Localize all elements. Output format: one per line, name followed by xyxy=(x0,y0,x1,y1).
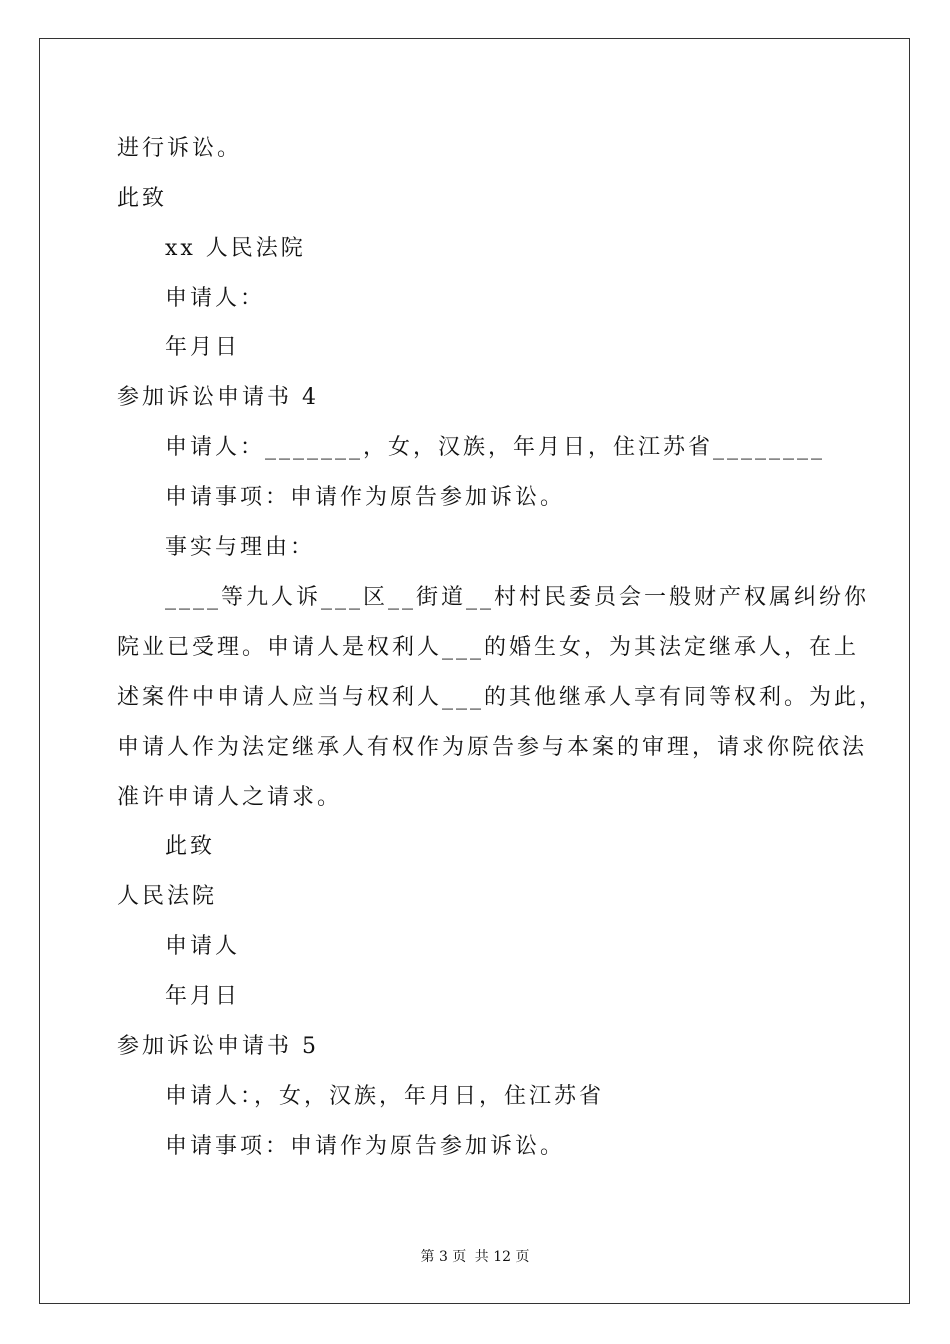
facts-paragraph-line: 申请人作为法定继承人有权作为原告参与本案的审理，请求你院依法 xyxy=(117,735,868,760)
request-item: 申请事项：申请作为原告参加诉讼。 xyxy=(165,1134,566,1159)
applicant-info: 申请人：_______，女，汉族，年月日，住江苏省________ xyxy=(165,435,826,460)
date-line: 年月日 xyxy=(165,335,241,360)
facts-paragraph-line: 述案件中申请人应当与权利人___的其他继承人享有同等权利。为此， xyxy=(117,685,885,710)
page-footer xyxy=(0,1247,950,1267)
section-heading: 参加诉讼申请书 5 xyxy=(117,1034,319,1059)
section-heading: 参加诉讼申请书 4 xyxy=(117,385,319,410)
closing-salutation: 此致 xyxy=(117,186,168,211)
request-item: 申请事项：申请作为原告参加诉讼。 xyxy=(165,485,566,510)
text-line: 进行诉讼。 xyxy=(117,136,243,161)
page-number: 第 3 页 xyxy=(420,1249,467,1265)
applicant-signature: 申请人 xyxy=(165,934,241,959)
facts-heading: 事实与理由： xyxy=(165,535,316,560)
facts-paragraph-line: ____等九人诉___区__街道__村村民委员会一般财产权属纠纷你 xyxy=(165,585,870,610)
facts-paragraph-line: 准许申请人之请求。 xyxy=(117,785,343,810)
addressee: 人民法院 xyxy=(117,884,218,909)
facts-paragraph-line: 院业已受理。申请人是权利人___的婚生女，为其法定继承人，在上 xyxy=(117,635,860,660)
date-line: 年月日 xyxy=(165,984,241,1009)
page-border xyxy=(39,38,910,1304)
addressee: xx 人民法院 xyxy=(165,236,306,261)
page-total: 共 12 页 xyxy=(474,1249,530,1265)
applicant-info: 申请人：，女，汉族，年月日，住江苏省 xyxy=(165,1084,605,1109)
closing-salutation: 此致 xyxy=(165,834,216,859)
applicant-signature: 申请人： xyxy=(165,286,266,311)
